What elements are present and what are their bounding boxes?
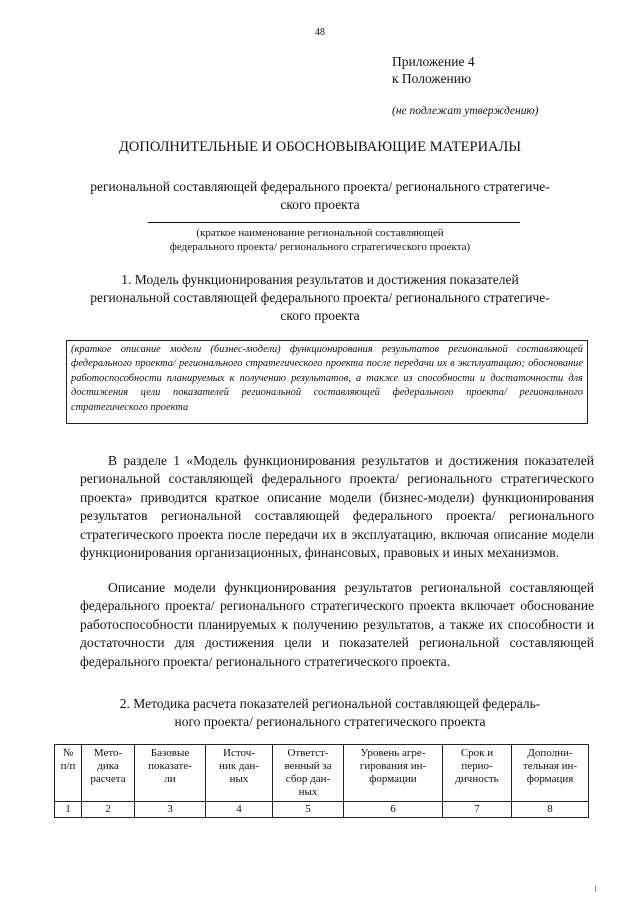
hint-line: (краткое наименование региональной составляющей: [196, 227, 444, 239]
number-cell: 8: [512, 802, 589, 818]
page-number: 48: [315, 27, 325, 38]
header-cell-period: Срок и перио- дичность: [443, 745, 512, 802]
header-cell-responsible: Ответст- венный за сбор дан- ных: [273, 745, 344, 802]
document-title: ДОПОЛНИТЕЛЬНЫЕ И ОБОСНОВЫВАЮЩИЕ МАТЕРИАЛЫ: [118, 139, 522, 155]
project-name-line: ского проекта: [280, 197, 360, 212]
section-1-title-line: ского проекта: [280, 308, 360, 323]
section-2-title-line: 2. Методика расчета показателей региональной составляющей федераль-: [119, 696, 541, 711]
hint-line: федерального проекта/ регионального стратегического проекта): [169, 241, 471, 253]
number-cell: 2: [82, 802, 135, 818]
section-1-title-line: 1. Модель функционирования результатов и достижения показателей: [121, 272, 519, 287]
project-name-line: региональной составляющей федерального проекта/ регионального стратегиче-: [90, 179, 550, 194]
header-cell-additional-info: Дополни- тельная ин- формация: [512, 745, 589, 802]
fill-in-line: [148, 222, 520, 223]
number-cell: 4: [206, 802, 273, 818]
header-cell-aggregation-level: Уровень агре- гирования ин- формации: [344, 745, 443, 802]
appendix-subtitle: к Положению: [392, 71, 472, 86]
header-cell-data-source: Источ- ник дан- ных: [206, 745, 273, 802]
table-header-row: [55, 745, 589, 802]
paragraph-2: Описание модели функционирования результатов региональной составляющей федерального проекта/ регионального стратегического проекта включает обоснование работоспособности планируемых к получению результатов, а также их способности и достаточности для достижения цели и показателей региональной составляющей федерального проекта/ регионального стратегического проекта.: [80, 580, 594, 669]
table-number-row: [55, 802, 589, 818]
project-name: [0, 178, 640, 214]
fill-in-hint: [0, 226, 640, 254]
section-2-title: [70, 695, 590, 731]
number-cell: 5: [273, 802, 344, 818]
paragraph-1: В разделе 1 «Модель функционирования результатов и достижения показателей региональной составляющей федерального проекта/ регионального стратегического проекта» приводится краткое описание модели (бизнес-модели) функционирования результатов региональной составляющей федерального проекта/ регионального стратегического проекта после передачи их в эксплуатацию, включая описание модели функционирования организационных, финансовых, правовых и иных механизмов.: [80, 453, 594, 561]
scan-margin-mark: [595, 886, 596, 892]
header-cell-method: Мето- дика расчета: [82, 745, 135, 802]
number-cell: 1: [55, 802, 82, 818]
description-box: (краткое описание модели (бизнес-модели) функционирования результатов региональной составляющей федерального проекта/ регионального стратегического проекта после передачи их в эксплуатацию; обоснование работоспособности планируемых к получению результатов, а также из способности и достаточности для достижения цели показателей региональной составляющей федерального проекта/ регионального стратегического проекта: [66, 340, 588, 424]
number-cell: 3: [135, 802, 206, 818]
header-cell-number: № п/п: [55, 745, 82, 802]
section-1-title: [0, 271, 640, 325]
header-cell-base-indicators: Базовые показате- ли: [135, 745, 206, 802]
appendix-note: (не подлежат утверждению): [392, 105, 539, 117]
section-2-title-line: ного проекта/ регионального стратегического проекта: [174, 714, 486, 729]
methodology-table: [54, 744, 589, 818]
section-1-title-line: региональной составляющей федерального проекта/ регионального стратегиче-: [90, 290, 550, 305]
appendix-title: Приложение 4: [392, 54, 475, 69]
number-cell: 6: [344, 802, 443, 818]
number-cell: 7: [443, 802, 512, 818]
